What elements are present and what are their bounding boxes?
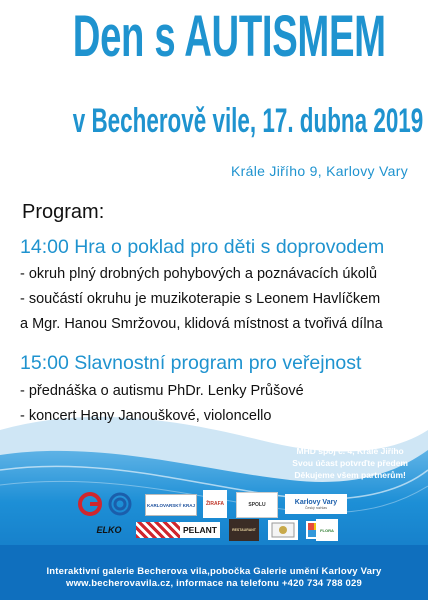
partner-logo-spolu: SPOLU <box>236 492 278 518</box>
event-subtitle: v Becherově vile, 17. dubna 2019 <box>72 102 424 140</box>
notes-line-1: MHD spoj č. 4, Krále Jiřího <box>296 446 404 456</box>
partner-logo-karlovy-vary <box>285 494 347 514</box>
page-title: Den s AUTISMEM <box>72 4 386 69</box>
partner-logo-checkered-icon <box>136 522 180 538</box>
partner-logo-pelant: PELANT <box>180 522 220 538</box>
partner-logo-zirafa: ŽIRAFA <box>203 490 227 518</box>
section-2-item-1: - přednáška o autismu PhDr. Lenky Průšové <box>20 383 304 399</box>
partner-logo-restaurant: RESTAURANT <box>229 519 259 541</box>
footer-line-1: Interaktivní galerie Becherova vila,pobočka Galerie umění Karlovy Vary <box>46 566 382 577</box>
partner-logo-g-icon <box>78 492 102 516</box>
section-heading-2: 15:00 Slavnostní program pro veřejnost <box>20 352 362 374</box>
notes-line-3: Děkujeme všem partnerům! <box>294 470 406 480</box>
section-heading-1: 14:00 Hra o poklad pro děti s doprovodem <box>20 236 385 258</box>
address: Krále Jiřího 9, Karlovy Vary <box>231 163 408 179</box>
partner-logo-elko: ELKO <box>96 525 122 535</box>
partner-logo-spiral-icon <box>108 492 132 516</box>
notes-line-2: Svou účast potvrďte předem <box>292 458 408 468</box>
section-2-item-2: - koncert Hany Janouškové, violoncello <box>20 408 272 424</box>
partner-logo-karlovarsky-kraj: KARLOVARSKÝ KRAJ <box>145 494 197 516</box>
section-1-item-2: - součástí okruhu je muzikoterapie s Leonem Havlíčkem <box>20 291 381 307</box>
program-heading: Program: <box>22 201 105 223</box>
footer-line-2: www.becherovavila.cz, informace na telefonu +420 734 788 029 <box>66 578 362 589</box>
partner-logo-flora: FLORA <box>316 519 338 541</box>
partner-logo-emblem-icon <box>268 520 298 540</box>
karlovy-vary-logo-subtext: Český rozhlas <box>305 505 327 510</box>
karlovy-vary-logo-text: Karlovy Vary <box>294 498 338 506</box>
section-1-item-1: - okruh plný drobných pohybových a poznávacích úkolů <box>20 266 378 282</box>
section-1-item-3: a Mgr. Hanou Smržovou, klidová místnost a tvořivá dílna <box>20 316 383 332</box>
